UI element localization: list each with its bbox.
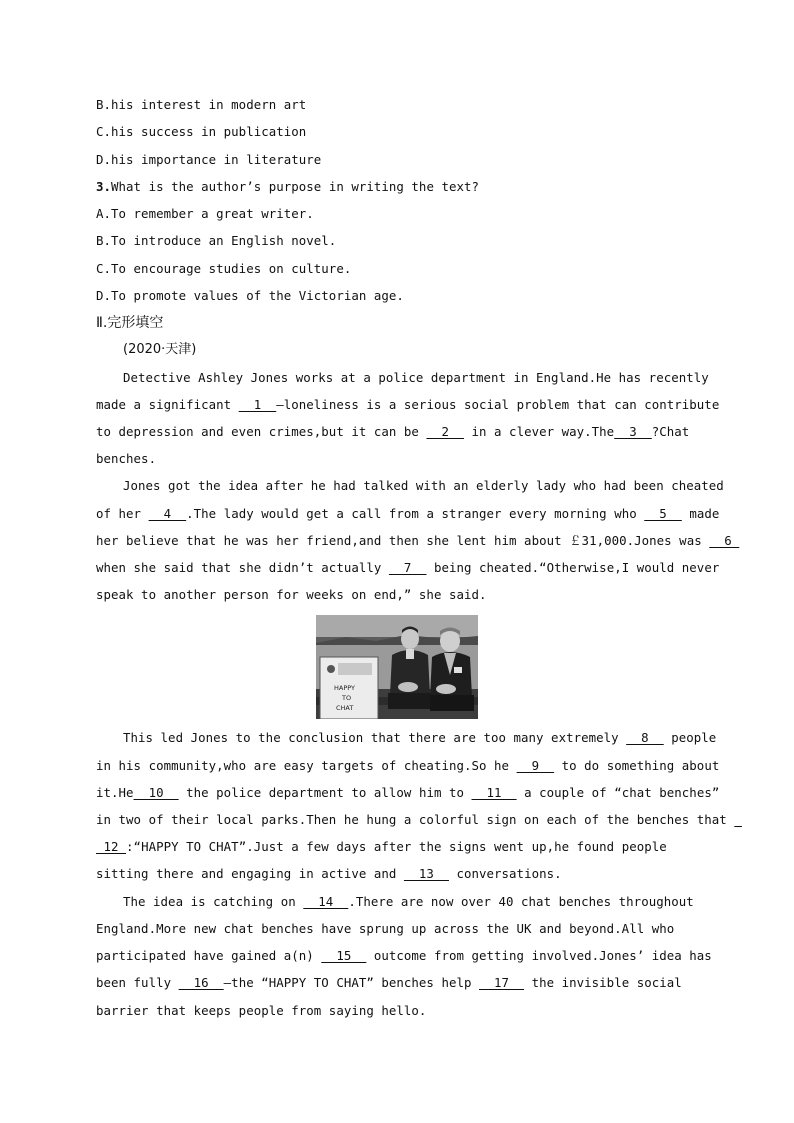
blank-5[interactable]: 5 xyxy=(644,506,682,521)
q3-number: 3. xyxy=(96,179,112,194)
blank-7[interactable]: 7 xyxy=(388,560,427,575)
blank-13[interactable]: 13 xyxy=(403,866,449,881)
section-title: Ⅱ.完形填空 xyxy=(96,315,164,331)
blank-11[interactable]: 11 xyxy=(471,785,517,800)
passage-line: speak to another person for weeks on end,” she said. xyxy=(96,587,487,602)
blank-8[interactable]: 8 xyxy=(626,730,664,745)
passage-line: Detective Ashley Jones works at a police department in England.He has recently xyxy=(123,370,709,385)
sign-text-happy: HAPPY xyxy=(334,684,356,692)
passage-line: benches. xyxy=(96,451,157,466)
passage-line: 12 :“HAPPY TO CHAT”.Just a few days after the signs went up,he found people xyxy=(96,839,667,854)
passage-line: her believe that he was her friend,and then she lent him about ￡31,000.Jones was 6 xyxy=(96,533,740,548)
passage-line: The idea is catching on 14 .There are now over 40 chat benches throughout xyxy=(123,894,694,909)
passage-line: to depression and even crimes,but it can be 2 in a clever way.The 3 ?Chat xyxy=(96,424,690,439)
passage-line: it.He 10 the police department to allow him to 11 a couple of “chat benches” xyxy=(96,785,720,800)
q3-stem-text: What is the author’s purpose in writing the text? xyxy=(111,179,480,194)
blank-2[interactable]: 2 xyxy=(426,424,464,439)
blank-6[interactable]: 6 xyxy=(709,533,740,548)
q3-stem xyxy=(96,178,696,196)
blank-4[interactable]: 4 xyxy=(148,506,187,521)
passage-line: of her 4 .The lady would get a call from a stranger every morning who 5 made xyxy=(96,506,720,521)
passage-line: in his community,who are easy targets of cheating.So he 9 to do something about xyxy=(96,758,720,773)
blank-10[interactable]: 10 xyxy=(133,785,179,800)
q3-option-c: C.To encourage studies on culture. xyxy=(96,261,352,276)
blank-17[interactable]: 17 xyxy=(479,975,525,990)
passage-line: This led Jones to the conclusion that there are too many extremely 8 people xyxy=(123,730,717,745)
passage-line: England.More new chat benches have sprung up across the UK and beyond.All who xyxy=(96,921,675,936)
passage-line: been fully 16 —the “HAPPY TO CHAT” benches help 17 the invisible social xyxy=(96,975,682,990)
q3-option-d: D.To promote values of the Victorian age. xyxy=(96,288,404,303)
passage-line: barrier that keeps people from saying hello. xyxy=(96,1003,427,1018)
passage-line: made a significant 1 —loneliness is a serious social problem that can contribute xyxy=(96,397,720,412)
passage-line: participated have gained a(n) 15 outcome from getting involved.Jones’ idea has xyxy=(96,948,712,963)
blank-16[interactable]: 16 xyxy=(178,975,224,990)
blank-3[interactable]: 3 xyxy=(614,424,652,439)
passage-line: Jones got the idea after he had talked with an elderly lady who had been cheated xyxy=(123,478,724,493)
q2-option-b: B.his interest in modern art xyxy=(96,97,307,112)
passage-line: when she said that she didn’t actually 7 being cheated.“Otherwise,I would never xyxy=(96,560,720,575)
blank-14[interactable]: 14 xyxy=(303,894,349,909)
q2-option-d: D.his importance in literature xyxy=(96,152,322,167)
q3-option-b: B.To introduce an English novel. xyxy=(96,233,337,248)
blank-9[interactable]: 9 xyxy=(516,758,555,773)
blank-15[interactable]: 15 xyxy=(321,948,367,963)
passage-line: sitting there and engaging in active and 13 conversations. xyxy=(96,866,562,881)
bench-photo xyxy=(316,615,478,719)
section-source: (2020·天津) xyxy=(123,342,197,357)
sign-text-chat: CHAT xyxy=(336,704,354,712)
passage-line: in two of their local parks.Then he hung a colorful sign on each of the benches that _ xyxy=(96,812,742,827)
blank-12[interactable]: 12 xyxy=(96,839,127,854)
sign-text-to: TO xyxy=(342,694,352,702)
q3-option-a: A.To remember a great writer. xyxy=(96,206,314,221)
q2-option-c: C.his success in publication xyxy=(96,124,307,139)
blank-1[interactable]: 1 xyxy=(238,397,277,412)
